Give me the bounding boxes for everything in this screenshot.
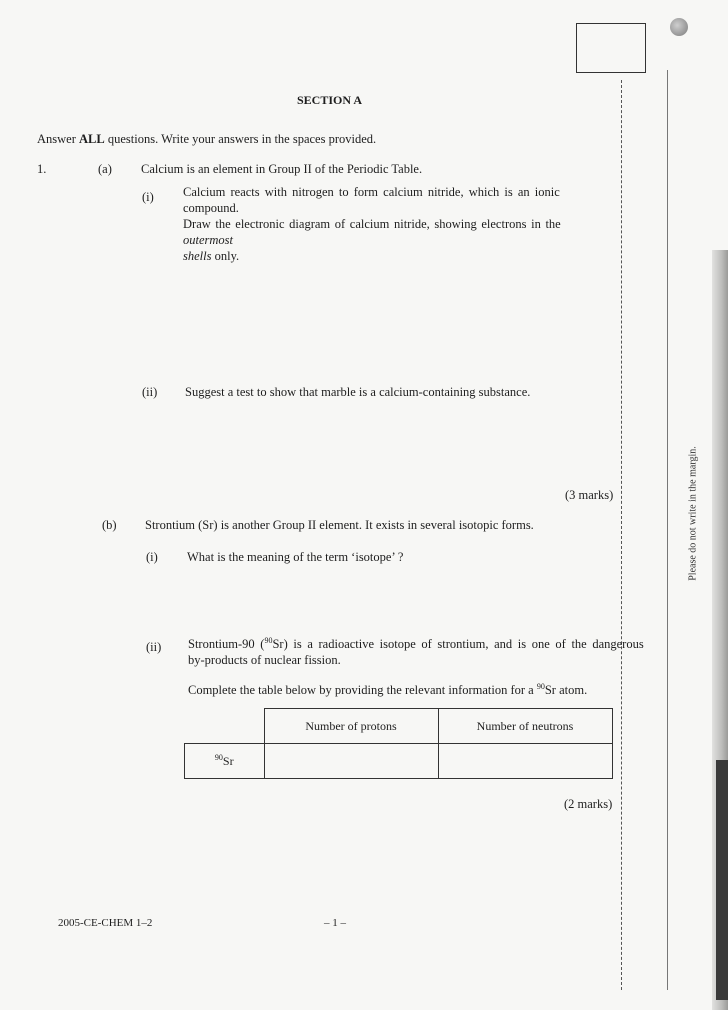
part-b-marks: (2 marks) [564, 797, 613, 811]
part-b-label: (b) [102, 518, 117, 532]
footer-code: 2005-CE-CHEM 1–2 [58, 917, 153, 929]
part-a-i-text: Calcium reacts with nitrogen to form calcium nitride, which is an ionic compound. Draw the electronic diagram of calcium nitride, showing electrons in the outermost shells only. [183, 185, 561, 263]
answer-neutrons-cell[interactable] [438, 744, 612, 779]
margin-note: Please do not write in the margin. [687, 446, 699, 581]
part-b-i-label: (i) [146, 550, 158, 564]
part-b-stem: Strontium (Sr) is another Group II element. It exists in several isotopic forms. [145, 518, 534, 532]
margin-dashed-line [621, 80, 622, 990]
punch-hole-icon [670, 18, 688, 36]
instructions: Answer ALL questions. Write your answers in the spaces provided. [37, 132, 377, 146]
isotope-table [184, 708, 613, 779]
part-b-ii-text: Strontium-90 ($^{90}$Sr) is a radioactive isotope of strontium, and is one of the dangerous by-products of nuclear fission. Complete the table below by providing the relevant information for a $^{90}$Sr atom. [188, 636, 644, 698]
table-header-neutrons: Number of neutrons [438, 709, 612, 744]
part-a-label: (a) [98, 162, 112, 176]
question-number: 1. [37, 162, 47, 176]
part-a-i-label: (i) [142, 190, 154, 204]
section-title: SECTION A [297, 93, 363, 107]
part-b-i-text: What is the meaning of the term ‘isotope’ ? [187, 550, 404, 564]
part-b-ii-label: (ii) [146, 640, 162, 654]
margin-solid-line [667, 70, 668, 990]
part-a-marks: (3 marks) [565, 488, 614, 502]
scan-edge-dark [716, 760, 728, 1000]
answer-protons-cell[interactable] [264, 744, 438, 779]
part-a-stem: Calcium is an element in Group II of the Periodic Table. [141, 162, 423, 176]
part-a-ii-text: Suggest a test to show that marble is a calcium-containing substance. [185, 385, 531, 399]
page-number: – 1 – [324, 917, 346, 929]
marker-box [576, 23, 646, 73]
table-header-protons: Number of protons [264, 709, 438, 744]
part-a-ii-label: (ii) [142, 385, 158, 399]
table-row-label: $^{90}$Sr [185, 744, 265, 779]
table-corner-cell [185, 709, 265, 744]
